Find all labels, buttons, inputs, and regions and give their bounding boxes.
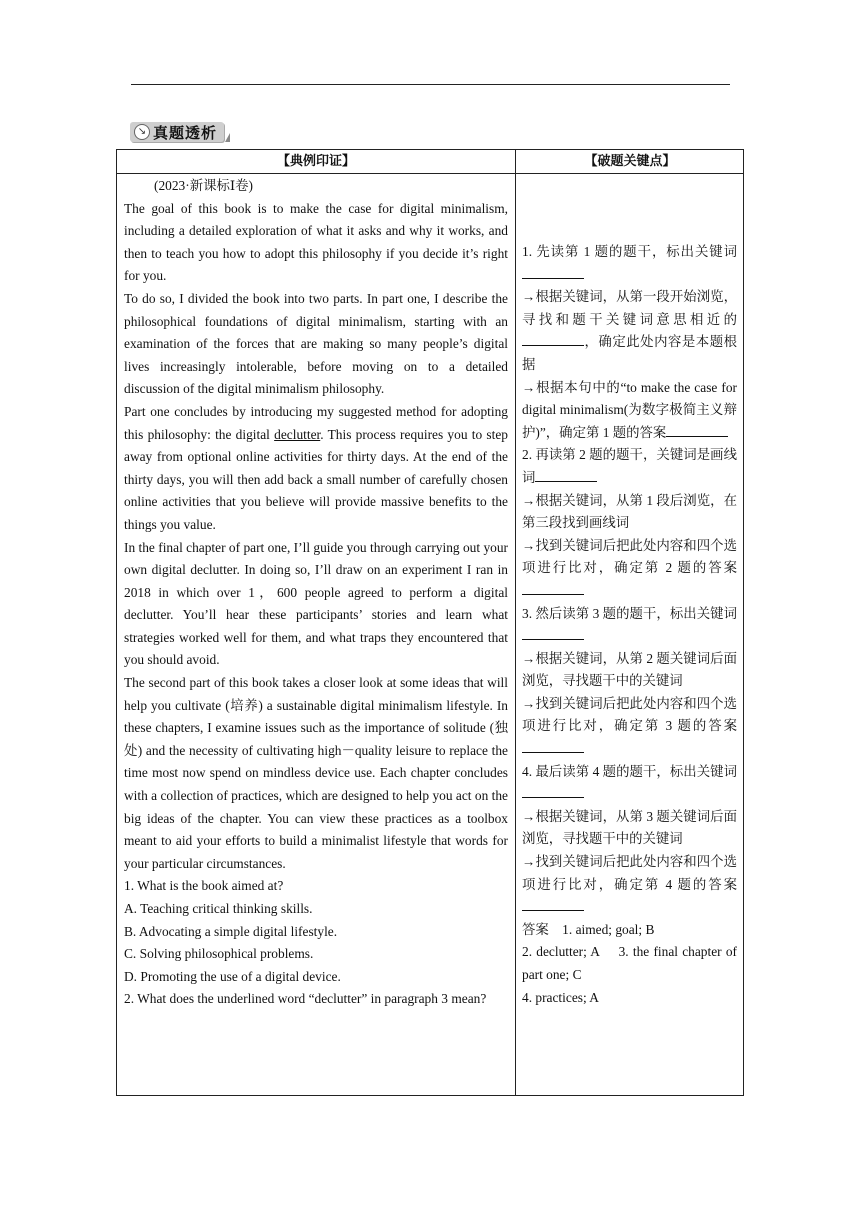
answer-blank [522, 580, 584, 595]
keypoint-step: →根据本句中的“to make the case for digital minimalism(为数字极简主义辩护)”，确定第 1 题的答案 [522, 379, 737, 440]
underlined-word: declutter [274, 426, 321, 442]
table-header-row [117, 150, 743, 174]
section-badge [130, 121, 230, 143]
left-column-header: 【典例印证】 [276, 154, 355, 169]
passage-cell [124, 175, 508, 1011]
keypoint-step: →根据关键词，从第 2 题关键词后面浏览，寻找题干中的关键词 [522, 650, 737, 689]
answer-blank [522, 264, 584, 279]
keypoint-step: →根据关键词，从第一段开始浏览，寻找和题干关键词意思相近的，确定此处内容是本题根据 [522, 289, 737, 372]
keypoints-cell [522, 241, 737, 1009]
keypoint-step: →根据关键词，从第 1 段后浏览，在第三段找到画线词 [522, 492, 737, 531]
keypoint-step: 4. 最后读第 4 题的题干，标出关键词 [522, 761, 737, 806]
analysis-table [116, 149, 744, 1096]
keypoint-step: 1. 先读第 1 题的题干，标出关键词 [522, 241, 737, 286]
keypoint-step: →找到关键词后把此处内容和四个选项进行比对，确定第 3 题的答案 [522, 693, 737, 761]
passage-paragraph-5: The second part of this book takes a closer look at some ideas that will help you cultivate (培养) a sustainable digital minimalism lifestyle. In these chapters, I examine issues such as the importance of solitude (独处) and the necessity of cultivating high－quality leisure to replace the time most now spend on mindless device use. Each chapter concludes with a collection of practices, which are designed to help you act on the big ideas of the chapter. You can view these practices as a toolbox meant to aid your efforts to build a minimalist lifestyle that words for your particular circumstances. [124, 675, 508, 871]
arrow-down-right-icon: ↘ [134, 124, 150, 140]
keypoint-step: →找到关键词后把此处内容和四个选项进行比对，确定第 4 题的答案 [522, 851, 737, 919]
passage-source: (2023·新课标Ⅰ卷) [154, 178, 254, 193]
answer-blank [522, 331, 584, 346]
passage-paragraph-1: The goal of this book is to make the case for digital minimalism, including a detailed exploration of what it asks and why it works, and then to teach you how to adopt this philosophy if you decide it’s right for you. [124, 200, 508, 284]
answer-blank [666, 422, 728, 437]
right-column-header: 【破题关键点】 [584, 154, 676, 169]
answer-blank [522, 625, 584, 640]
question-1: 1. What is the book aimed at? [124, 878, 284, 894]
answer-blank [535, 467, 597, 482]
question-1-option-d: D. Promoting the use of a digital device. [124, 968, 341, 984]
question-2: 2. What does the underlined word “declutter” in paragraph 3 mean? [124, 991, 487, 1007]
column-divider [515, 150, 516, 1095]
keypoint-step: →根据关键词，从第 3 题关键词后面浏览，寻找题干中的关键词 [522, 808, 737, 847]
answer-line: 答案 1. aimed; goal; B [522, 921, 655, 937]
answer-blank [522, 738, 584, 753]
answer-line: 4. practices; A [522, 989, 599, 1005]
header-rule [131, 84, 730, 85]
keypoint-step: 3. 然后读第 3 题的题干，标出关键词 [522, 603, 737, 648]
keypoint-step: →找到关键词后把此处内容和四个选项进行比对，确定第 2 题的答案 [522, 535, 737, 603]
question-1-option-b: B. Advocating a simple digital lifestyle. [124, 923, 338, 939]
passage-paragraph-2: To do so, I divided the book into two parts. In part one, I describe the philosophical foundations of digital minimalism, starting with an examination of the forces that are making so many people’s digital lives increasingly intolerable, before moving on to a detailed discussion of the digital minimalism philosophy. [124, 290, 508, 397]
badge-tail-decoration [225, 133, 230, 142]
answer-line: 2. declutter; A 3. the final chapter of part one; C [522, 944, 737, 982]
section-title: 真题透析 [153, 123, 218, 142]
keypoint-step: 2. 再读第 2 题的题干，关键词是画线词 [522, 447, 737, 485]
question-1-option-c: C. Solving philosophical problems. [124, 946, 314, 962]
answer-blank [522, 783, 584, 798]
answer-blank [522, 896, 584, 911]
passage-paragraph-3: Part one concludes by introducing my suggested method for adopting this philosophy: the digital declutter. This process requires you to step away from optional online activities for thirty days. At the end of the thirty days, you will then add back a small number of carefully chosen online activities that you believe will provide massive benefits to the things you value. [124, 403, 508, 532]
passage-paragraph-4: In the final chapter of part one, I’ll guide you through carrying out your own digital declutter. In doing so, I’ll draw on an experiment I ran in 2018 in which over 1，600 people agreed to perform a digital declutter. You’ll hear these participants’ stories and learn what strategies worked well for them, and what traps they encountered that you should avoid. [124, 539, 508, 668]
question-1-option-a: A. Teaching critical thinking skills. [124, 901, 313, 916]
